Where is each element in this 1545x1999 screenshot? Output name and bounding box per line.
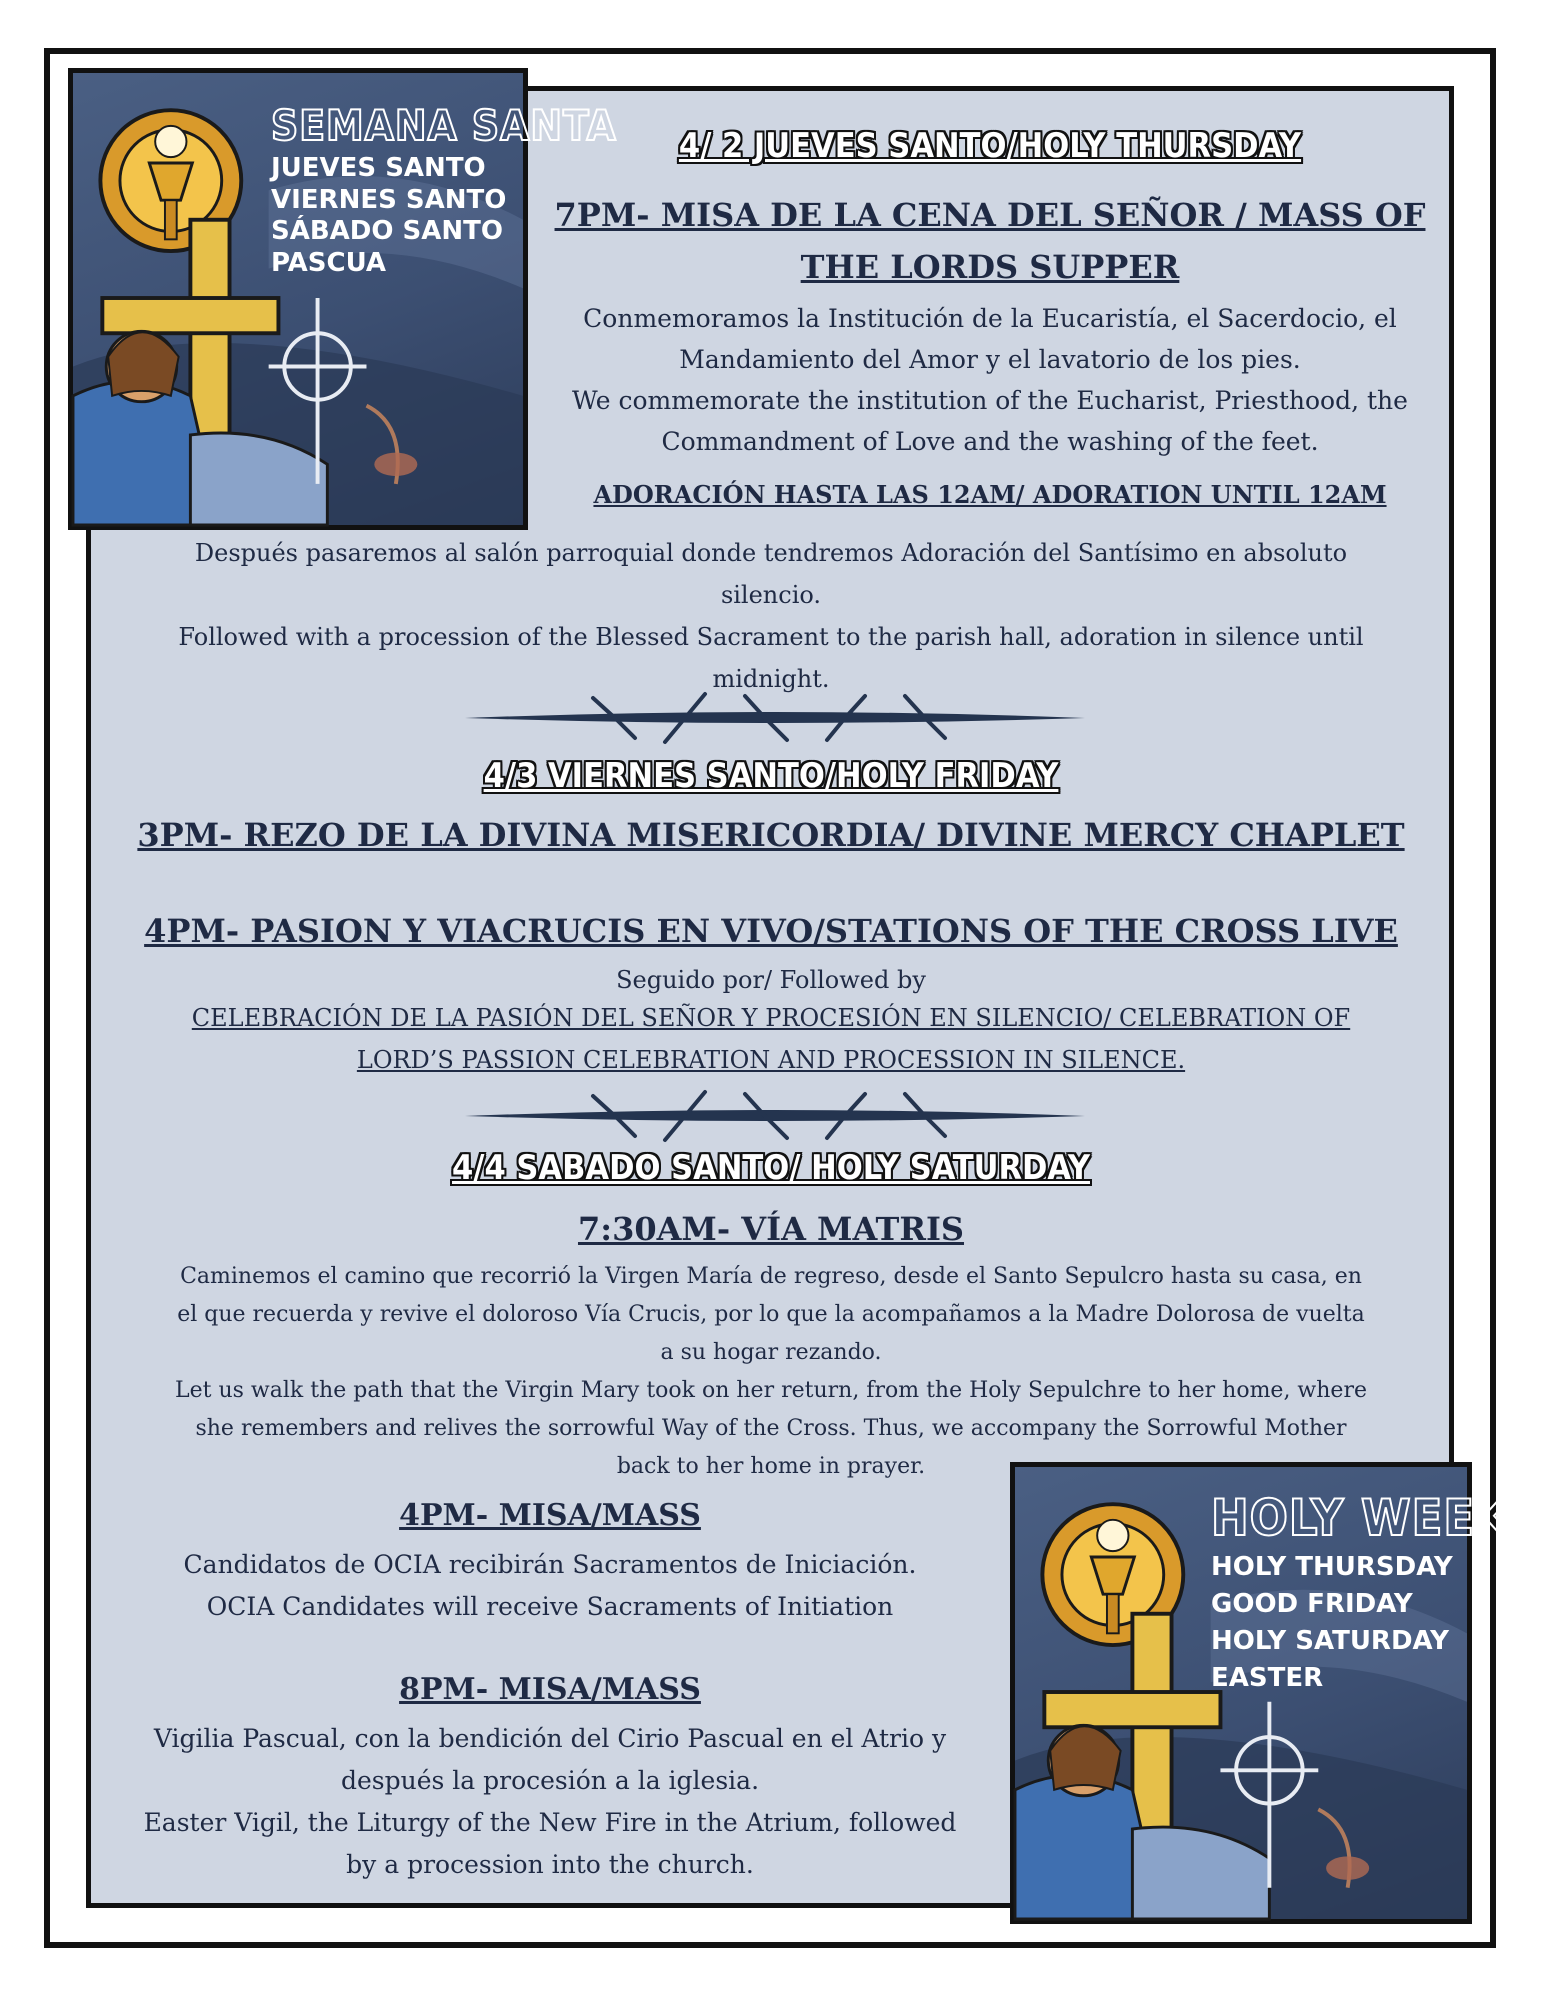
- description-line: OCIA Candidates will receive Sacraments of Initiation: [206, 1592, 894, 1621]
- easter-vigil-description: [100, 1718, 1000, 1886]
- description-line: Vigilia Pascual, con la bendición del Cirio Pascual en el Atrio y: [153, 1724, 947, 1753]
- description-line: Let us walk the path that the Virgin Mary took on her return, from the Holy Sepulchre to her home, where: [174, 1378, 1367, 1403]
- description-line: Caminemos el camino que recorrió la Virgen María de regreso, desde el Santo Sepulcro hasta su casa, en: [180, 1264, 1362, 1289]
- saturday-event-8pm-mass: 8PM- MISA/MASS: [399, 1672, 701, 1707]
- promo-title: SEMANA SANTA: [271, 101, 617, 150]
- promo-image-semana-santa: [68, 68, 617, 530]
- description-line: después la procesión a la iglesia.: [340, 1766, 760, 1795]
- thursday-event-title-line2: THE LORDS SUPPER: [800, 248, 1180, 286]
- promo-line: HOLY SATURDAY: [1211, 1625, 1449, 1656]
- thorn-divider: [465, 688, 1085, 748]
- promo-line: SÁBADO SANTO: [271, 216, 503, 247]
- thursday-heading: 4/ 2 JUEVES SANTO/HOLY THURSDAY: [678, 126, 1302, 166]
- adoration-title: ADORACIÓN HASTA LAS 12AM/ ADORATION UNTIL 12AM: [593, 480, 1387, 509]
- description-line: Easter Vigil, the Liturgy of the New Fire in the Atrium, followed: [143, 1808, 957, 1837]
- thursday-description: [540, 298, 1440, 462]
- promo-line: EASTER: [1211, 1662, 1324, 1693]
- promo-lines: [271, 153, 506, 280]
- saturday-event-via-matris: 7:30AM- VÍA MATRIS: [577, 1210, 965, 1248]
- via-matris-description: [96, 1258, 1446, 1486]
- description-line: Conmemoramos la Institución de la Eucaristía, el Sacerdocio, el: [583, 304, 1397, 333]
- description-line: el que recuerda y revive el doloroso Vía Crucis, por lo que la acompañamos a la Madre Dolorosa de vuelta: [177, 1302, 1365, 1327]
- celebration-line: LORD’S PASSION CELEBRATION AND PROCESSION IN SILENCE.: [356, 1046, 1186, 1074]
- description-line: Commandment of Love and the washing of the feet.: [661, 427, 1319, 456]
- description-line: Mandamiento del Amor y el lavatorio de los pies.: [679, 345, 1301, 374]
- description-line: she remembers and relives the sorrowful Way of the Cross. Thus, we accompany the Sorrowful Mother: [195, 1416, 1347, 1441]
- description-line: back to her home in prayer.: [616, 1454, 926, 1479]
- followed-by-text: Seguido por/ Followed by: [616, 966, 926, 994]
- saturday-heading: 4/4 SABADO SANTO/ HOLY SATURDAY: [452, 1148, 1090, 1188]
- friday-event-stations: 4PM- PASION Y VIACRUCIS EN VIVO/STATIONS OF THE CROSS LIVE: [144, 912, 1398, 950]
- friday-heading: 4/3 VIERNES SANTO/HOLY FRIDAY: [483, 756, 1059, 796]
- promo-image-holy-week: [1010, 1462, 1511, 1924]
- promo-line: PASCUA: [271, 248, 387, 279]
- thorn-divider: [465, 1086, 1085, 1146]
- description-line: a su hogar rezando.: [660, 1340, 882, 1365]
- description-line: Candidatos de OCIA recibirán Sacramentos de Iniciación.: [183, 1550, 917, 1579]
- thursday-event-title-line1: 7PM- MISA DE LA CENA DEL SEÑOR / MASS OF: [554, 196, 1426, 234]
- description-line: by a procession into the church.: [346, 1850, 754, 1879]
- ocia-description: [100, 1544, 1000, 1628]
- description-line: midnight.: [712, 665, 830, 693]
- saturday-event-4pm-mass: 4PM- MISA/MASS: [399, 1498, 701, 1533]
- description-line: Después pasaremos al salón parroquial donde tendremos Adoración del Santísimo en absoluto: [194, 539, 1348, 567]
- promo-line: JUEVES SANTO: [271, 153, 486, 183]
- promo-line: HOLY THURSDAY: [1211, 1552, 1453, 1582]
- celebration-line: CELEBRACIÓN DE LA PASIÓN DEL SEÑOR Y PROCESIÓN EN SILENCIO/ CELEBRATION OF: [191, 1004, 1351, 1032]
- promo-line: VIERNES SANTO: [271, 184, 507, 215]
- adoration-description: [96, 532, 1446, 700]
- description-line: We commemorate the institution of the Eucharist, Priesthood, the: [572, 386, 1408, 415]
- description-line: silencio.: [720, 581, 822, 609]
- promo-lines: [1211, 1549, 1453, 1697]
- promo-title: HOLY WEEK: [1211, 1489, 1511, 1547]
- description-line: Followed with a procession of the Blessed Sacrament to the parish hall, adoration in silence until: [178, 623, 1364, 651]
- friday-event-chaplet: 3PM- REZO DE LA DIVINA MISERICORDIA/ DIVINE MERCY CHAPLET: [137, 816, 1405, 854]
- promo-line: GOOD FRIDAY: [1211, 1588, 1413, 1619]
